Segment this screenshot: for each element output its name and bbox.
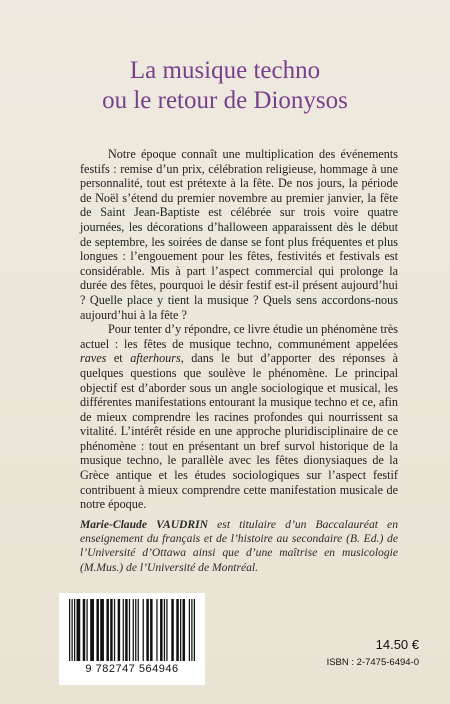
barcode-bars [67,599,197,663]
paragraph-2-end: , dans le but d’apporter des réponses à quelques questions que soulève le phénomène. Le principal objectif est d’aborder sous un angle sociologique et musical, les différentes manifestations entourant la musique techno et ce, afin de mieux comprendre les racines profondes qui nourrissent sa vitalité. L’intérêt réside en une approche pluridisciplinaire de ce phénomène : tout en présentant un bref survol historique de la musique techno, le parallèle avec les fêtes dionysiaques de la Grèce antique et les études sociologiques sur l’aspect festif contribuent à mieux comprendre cette manifestation musicale de notre époque. [80,351,399,512]
isbn: ISBN : 2-7475-6494-0 [326,657,419,668]
description-paragraph-1: Notre époque connaît une multiplication des événements festifs : remise d’un prix, célébration religieuse, hommage à une personnalité, tout est prétexte à la fête. De nos jours, la période de Noël s’étend du premier novembre au premier janvier, la fête de Saint Jean-Baptiste est célébrée sur trois voire quatre journées, les décorations d’halloween apparaissent dès le début de septembre, les soirées de danse se font plus fréquentes et plus longues : l’engouement pour les fêtes, festivités et festivals est considérable. Mis à part l’aspect commercial qui prolonge la durée des fêtes, pourquoi le désir festif est-il présent aujourd’hui ? Quelle place y tient la musique ? Quels sens accordons-nous aujourd’hui à la fête ? [80,147,398,322]
barcode-bar [194,599,195,661]
author-bio-text: est titulaire d’un Baccalauréat en enseignement du français et de l’histoire au secondaire (B. Ed.) de l’Université d’Ottawa ainsi que d’une maîtrise en musicologie (M.Mus.) de l’Université de Montréal. [80,518,399,574]
barcode-bar [83,599,86,661]
author-name: Marie-Claude VAUDRIN [80,518,209,531]
raves-term: raves [80,351,107,366]
barcode-bar [96,599,99,661]
barcode-bar [90,599,94,661]
barcode-bar [191,599,192,661]
author-bio [80,518,398,575]
barcode-bar [133,599,134,661]
barcode-bar [118,599,121,661]
barcode-bar [106,599,109,661]
barcode-bar [114,599,115,661]
barcode-bar [69,599,70,661]
barcode [59,593,205,685]
barcode-bar [166,599,167,661]
conjunction: et [106,351,131,366]
book-title [0,56,450,116]
barcode-bar [100,599,104,661]
barcode-bar [123,599,124,661]
barcode-bar [183,599,186,661]
barcode-bar [176,599,179,661]
barcode-bar [138,599,139,661]
barcode-bar [143,599,144,661]
barcode-bar [164,599,165,661]
title-line-2: ou le retour de Dionysos [102,87,348,114]
barcode-bar [150,599,153,661]
barcode-bar [129,599,130,661]
book-description [80,147,398,512]
paragraph-2-start: Pour tenter d’y répondre, ce livre étudie un phénomène très actuel : les fêtes de musique techno, communément appelées [80,322,398,351]
barcode-bar [76,599,80,661]
barcode-bar [86,599,87,661]
barcode-bar [156,599,157,661]
barcode-bar [180,599,181,661]
barcode-bar [135,599,136,661]
barcode-bar [125,599,128,661]
barcode-bar [189,599,190,661]
barcode-number: 9 782747 564946 [85,663,179,675]
barcode-bar [146,599,149,661]
barcode-bar [110,599,113,661]
barcode-bar [74,599,75,661]
afterhours-term: afterhours [130,351,181,366]
price: 14.50 € [375,637,419,652]
barcode-bar [171,599,174,661]
barcode-bar [160,599,163,661]
barcode-bar [72,599,73,661]
title-line-1: La musique techno [129,57,321,84]
description-paragraph-2 [80,322,398,512]
